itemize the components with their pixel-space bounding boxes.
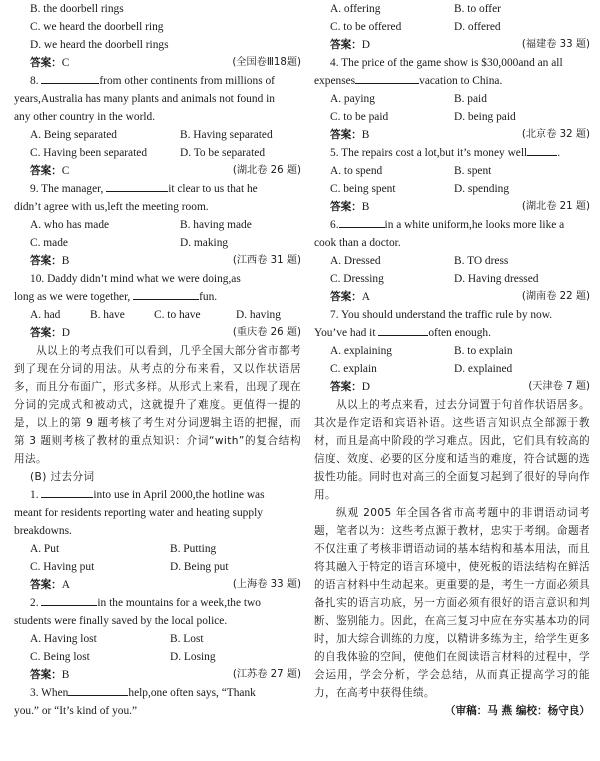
option-row (14, 126, 301, 144)
answer-label: 答案： (30, 57, 62, 69)
option-row: A. to spend B. spent (330, 165, 492, 177)
editor-credit: （审稿：马 燕 编校：杨守良） (444, 705, 590, 717)
option-line: B. the doorbell rings (30, 3, 124, 15)
option-row: C. to be offered D. offered (330, 21, 501, 33)
question-line: long as we were together, fun. (14, 288, 301, 306)
option-row: C. to be paid D. being paid (330, 111, 516, 123)
option-row: C. explain D. explained (330, 363, 513, 375)
option: D. To be separated (180, 147, 266, 159)
option-line: D. we heard the doorbell rings (30, 39, 169, 51)
question-line: 6. in a white uniform,he looks more like a (314, 216, 590, 234)
answer-line: 答案：B (江苏卷 27 题) (30, 669, 301, 681)
question-line: expenses vacation to China. (314, 72, 590, 90)
answer-line: 答案：B (湖北卷 21 题) (330, 201, 590, 213)
option-line: C. we heard the doorbell ring (30, 21, 164, 33)
question-line: cook than a doctor. (314, 237, 401, 249)
answer-blank (41, 486, 93, 498)
option-row: A. had B. have C. to have D. having (30, 309, 281, 321)
option-row: C. Dressing D. Having dressed (330, 273, 539, 285)
answer-line: 答案：A (上海卷 33 题) (30, 579, 301, 591)
option-row: A. Dressed B. TO dress (330, 255, 509, 267)
answer-blank (41, 72, 99, 84)
answer-line: 答案：D (天津卷 7 题) (330, 381, 590, 393)
answer-blank (355, 72, 419, 84)
question-line: 8. from other continents from millions of (14, 72, 301, 90)
question-line: 5. The repairs cost a lot,but it’s money well . (314, 144, 590, 162)
option: C. Having been separated (30, 147, 148, 159)
answer-line: 答案：A (湖南卷 22 题) (330, 291, 590, 303)
answer-blank (41, 594, 97, 606)
commentary-paragraph: 从以上的考点来看，过去分词置于句首作状语居多。其次是作定语和宾语补语。这些语言知识点全部源于教材，而且是高中阶段的学习难点。因此，它们具有较高的信度、效度、必要的区分度和适当的难度，符合试题的选拔性功能。同时也对高三的全面复习起到了很好的导向作用。 (314, 399, 590, 501)
question-line: any other country in the world. (14, 111, 156, 123)
section-heading: (B) 过去分词 (30, 471, 95, 483)
option-row: A. who has made B. having made (30, 219, 252, 231)
answer-blank (339, 216, 385, 228)
answer-source: (全国卷Ⅲ18题) (232, 57, 301, 68)
option-row: A. explaining B. to explain (330, 345, 513, 357)
option-row: C. being spent D. spending (330, 183, 510, 195)
answer-line (14, 54, 301, 72)
answer-line: 答案：D (福建卷 33 题) (330, 39, 590, 51)
summary-paragraph: 纵观 2005 年全国各省市高考题中的非谓语动词考题，笔者以为：这些考点源于教材，忠实于考纲。命题者不仅注重了考核非谓语动词的基本结构和基本用法，而且将其融入于特定的语言环境中，使死板的语法结构在鲜活的语言材料中生动起来。更重要的是，考生一方面必须具备扎实的语言功底，另一方面必须有很好的语言意识和判断、鉴别能力。因此，在高三复习中应在夯实基本功的同时，加大综合训练的力度，以精讲多练为主，给学生更多的自我体验的空间，使他们在阅读语言材料的过程中，学会运用，学会分析，学会总结，从而真正提高学习的能力，在高考中获得佳绩。 (314, 507, 590, 699)
answer-line: 答案：B (江西卷 31 题) (30, 255, 301, 267)
option: B. Having separated (180, 129, 273, 141)
answer-blank (378, 324, 428, 336)
answer-line: 答案：C (湖北卷 26 题) (30, 165, 301, 177)
question-line: breakdowns. (14, 525, 72, 537)
question-line: 3. When help,one often says, “Thank (14, 684, 301, 702)
option-row: A. Having lost B. Lost (30, 633, 204, 645)
right-column (314, 0, 590, 720)
question-line: 2. in the mountains for a week,the two (14, 594, 301, 612)
answer-blank (527, 144, 557, 156)
question-line: years,Australia has many plants and animals not found in (14, 93, 275, 105)
question-line: meant for residents reporting water and heating supply (14, 507, 263, 519)
answer-line: 答案：B (北京卷 32 题) (330, 129, 590, 141)
option-row: C. Being lost D. Losing (30, 651, 216, 663)
option-row: A. offering B. to offer (330, 3, 501, 15)
question-line: 4. The price of the game show is $30,000and an all (330, 57, 563, 69)
question-line: students were finally saved by the local police. (14, 615, 228, 627)
question-line: you.” or “It’s kind of you.” (14, 705, 138, 717)
answer-blank (133, 288, 199, 300)
answer-blank (68, 684, 128, 696)
commentary-paragraph: 从以上的考点我们可以看到，几乎全国大部分省市都考到了现在分词的用法。从考点的分布来看，又以作状语居多，而且分布面广，形式多样。从形式上来看，出现了现在分词的完成式和被动式，这就提升了难度。更值得一提的是，以上的第 9 题考核了考生对分词逻辑主语的把握，而第 3 题则考核了教材的重点知识：介词“with”的复合结构用法。 (14, 345, 301, 465)
option-row (14, 144, 301, 162)
option-row: C. made D. making (30, 237, 229, 249)
answer-value: C (61, 57, 70, 69)
answer-blank (106, 180, 168, 192)
option-row: C. Having put D. Being put (30, 561, 229, 573)
left-column (14, 0, 301, 720)
option: A. Being separated (30, 129, 117, 141)
answer-line: 答案：D (重庆卷 26 题) (30, 327, 301, 339)
question-line: 10. Daddy didn’t mind what we were doing,as (30, 273, 241, 285)
question-line: 7. You should understand the traffic rule by now. (330, 309, 553, 321)
option-row: A. Put B. Putting (30, 543, 217, 555)
question-line: You’ve had it often enough. (314, 324, 590, 342)
option-row: A. paying B. paid (330, 93, 487, 105)
question-line: 1. into use in April 2000,the hotline was (14, 486, 301, 504)
question-line: 9. The manager, it clear to us that he (14, 180, 301, 198)
question-line: didn’t agree with us,left the meeting room. (14, 201, 209, 213)
